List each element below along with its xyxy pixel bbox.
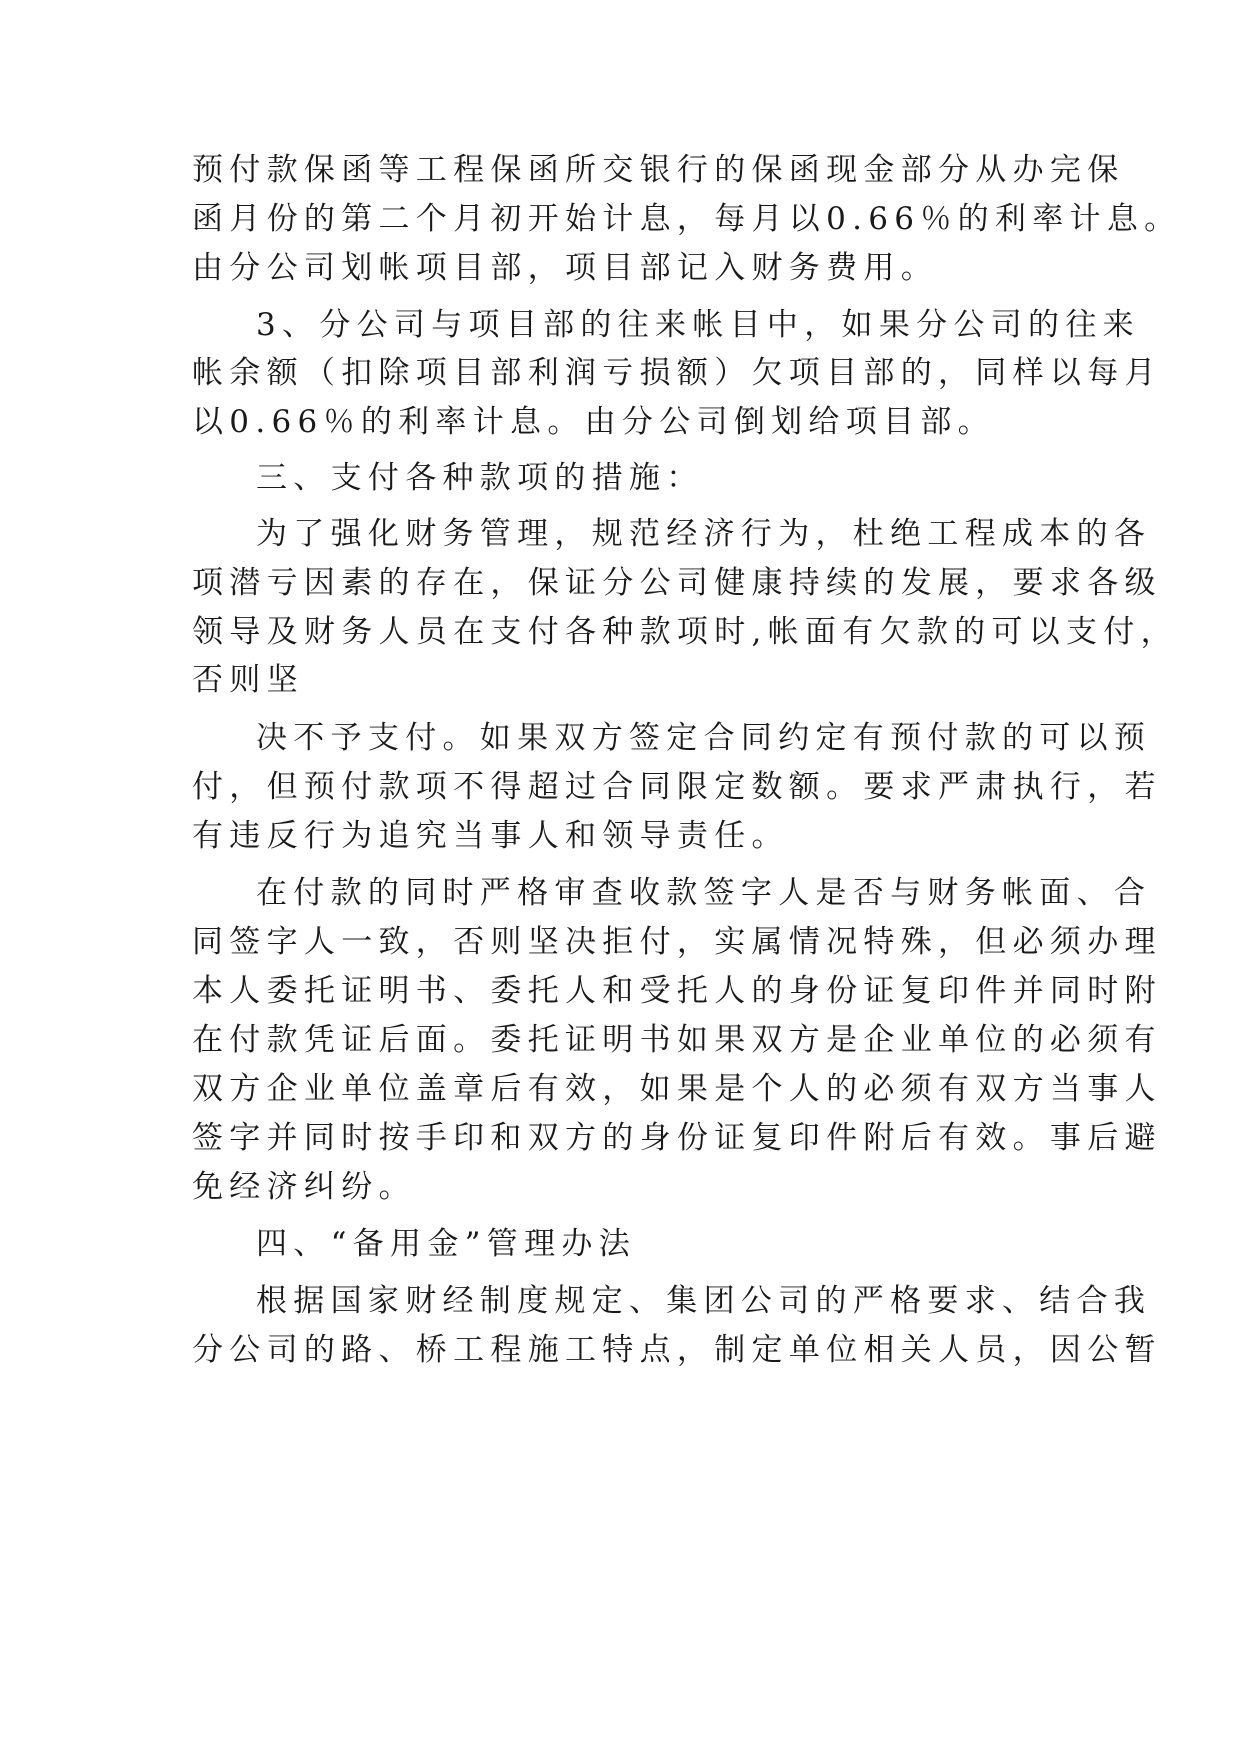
text-line: 帐余额（扣除项目部利润亏损额）欠项目部的，同样以每月 — [192, 355, 1162, 391]
text-line: 双方企业单位盖章后有效，如果是个人的必须有双方当事人 — [192, 1071, 1162, 1107]
section-heading: 三、支付各种款项的措施： — [256, 460, 704, 496]
text-line: 签字并同时按手印和双方的身份证复印件附后有效。事后避 — [192, 1120, 1162, 1156]
text-line: 由分公司划帐项目部，项目部记入财务费用。 — [192, 250, 938, 286]
text-line: 免经济纠纷。 — [192, 1169, 416, 1205]
text-line: 在付款凭证后面。委托证明书如果双方是企业单位的必须有 — [192, 1022, 1162, 1058]
section-heading: 四、“备用金”管理办法 — [256, 1226, 636, 1262]
text-line: 领导及财务人员在支付各种款项时,帐面有欠款的可以支付， — [192, 614, 1178, 650]
text-line: 项潜亏因素的存在，保证分公司健康持续的发展，要求各级 — [192, 565, 1162, 601]
text-line: 付，但预付款项不得超过合同限定数额。要求严肃执行，若 — [192, 769, 1162, 805]
text-line: 在付款的同时严格审查收款签字人是否与财务帐面、合 — [256, 875, 1152, 911]
text-line: 分公司的路、桥工程施工特点，制定单位相关人员，因公暂 — [192, 1332, 1162, 1368]
text-line: 根据国家财经制度规定、集团公司的严格要求、结合我 — [256, 1283, 1152, 1319]
text-line: 本人委托证明书、委托人和受托人的身份证复印件并同时附 — [192, 973, 1162, 1009]
text-line: 函月份的第二个月初开始计息，每月以0.66％的利率计息。 — [192, 201, 1182, 237]
text-line: 决不予支付。如果双方签定合同约定有预付款的可以预 — [256, 720, 1152, 756]
text-line: 有违反行为追究当事人和领导责任。 — [192, 818, 789, 854]
text-line: 同签字人一致，否则坚决拒付，实属情况特殊，但必须办理 — [192, 924, 1162, 960]
text-line: 预付款保函等工程保函所交银行的保函现金部分从办完保 — [192, 152, 1125, 188]
text-line: 为了强化财务管理，规范经济行为，杜绝工程成本的各 — [256, 516, 1152, 552]
text-line: 以0.66％的利率计息。由分公司倒划给项目部。 — [192, 404, 995, 440]
text-line: 否则坚 — [192, 662, 304, 698]
text-line: 3、分公司与项目部的往来帐目中，如果分公司的往来 — [256, 307, 1140, 343]
